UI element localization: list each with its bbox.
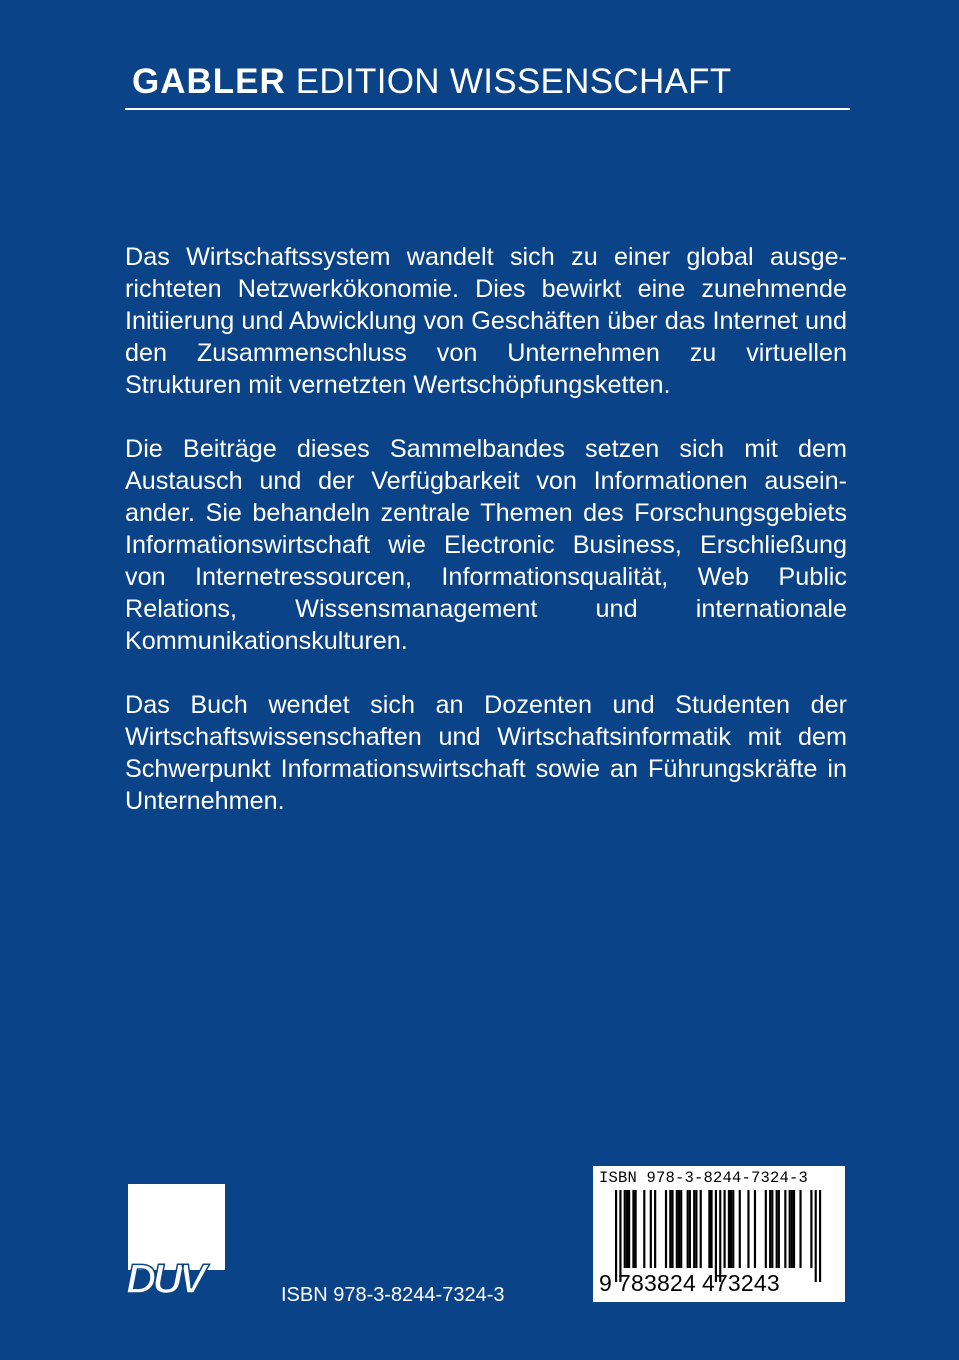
- barcode-bar: [769, 1190, 771, 1268]
- barcode-isbn-label: ISBN 978-3-8244-7324-3: [599, 1169, 809, 1187]
- series-title: [132, 62, 732, 102]
- barcode: [593, 1166, 845, 1302]
- barcode-bar: [739, 1190, 741, 1268]
- barcode-bar: [676, 1190, 678, 1268]
- barcode-bar: [693, 1190, 695, 1268]
- isbn-text: ISBN 978-3-8244-7324-3: [281, 1284, 505, 1306]
- barcode-digits-right: 473243: [701, 1270, 780, 1296]
- barcode-bar: [689, 1190, 691, 1268]
- barcode-bar: [615, 1190, 617, 1282]
- barcode-bar: [724, 1190, 726, 1268]
- barcode-digit-first: 9: [599, 1270, 612, 1296]
- barcode-bar: [819, 1190, 821, 1282]
- barcode-bar: [793, 1190, 795, 1268]
- barcode-bar: [632, 1190, 634, 1268]
- barcode-bar: [784, 1190, 786, 1268]
- barcode-bar: [730, 1190, 732, 1268]
- barcode-bar: [680, 1190, 682, 1268]
- barcode-bar: [665, 1190, 667, 1268]
- barcode-bar: [754, 1190, 756, 1268]
- series-rule: [125, 108, 850, 110]
- barcode-bar: [643, 1190, 645, 1268]
- barcode-bar: [671, 1190, 673, 1268]
- barcode-bar: [799, 1190, 801, 1268]
- barcode-bar: [687, 1190, 689, 1268]
- duv-logo-text: DUV: [126, 1255, 203, 1302]
- barcode-bar: [719, 1190, 721, 1282]
- barcode-bar: [710, 1190, 712, 1268]
- barcode-bar: [626, 1190, 628, 1268]
- barcode-bar: [708, 1190, 710, 1268]
- barcode-bar: [635, 1190, 637, 1268]
- blurb-paragraph: Das Wirtschaftssystem wandelt sich zu einer global ausgerichteten Netzwerkökonomie. Dies bewirkt eine zunehmende Initiierung und Abwicklung von Geschäften über das Internet und den Zusammenschluss von Unternehmen zu virtuellen Strukturen mit vernetzten Wertschöpfungsketten.: [125, 243, 847, 399]
- barcode-bar: [728, 1190, 730, 1268]
- duv-logo-icon: [128, 1184, 225, 1301]
- blurb-paragraph: Die Beiträge dieses Sammelbandes setzen sich mit dem Austausch und der Verfügbarkeit von Informationen auseinander. Sie behandeln zentrale Themen des Forschungsgebiets Informationswirtschaft wie Electronic Business, Erschließung von Internetressourcen, Informationsqualität, Web Public Relations, Wissensmanagement und internationale Kommunikationskulturen.: [125, 435, 847, 655]
- series-name: EDITION WISSENSCHAFT: [295, 62, 732, 101]
- barcode-bar: [678, 1190, 680, 1268]
- series-brand: GABLER: [132, 62, 286, 101]
- barcode-bar: [715, 1190, 717, 1282]
- barcode-bar: [619, 1190, 621, 1282]
- barcode-bar: [624, 1190, 626, 1268]
- barcode-bar: [765, 1190, 767, 1268]
- back-cover-blurb: [125, 241, 847, 849]
- barcode-bar: [669, 1190, 671, 1268]
- barcode-bar: [791, 1190, 793, 1268]
- barcode-bar: [747, 1190, 749, 1268]
- barcode-bar: [789, 1190, 791, 1268]
- barcode-bar: [695, 1190, 697, 1268]
- barcode-bar: [815, 1190, 817, 1282]
- barcode-digits: [599, 1270, 780, 1297]
- barcode-bar: [778, 1190, 780, 1268]
- barcode-bar: [732, 1190, 734, 1268]
- barcode-digits-left: 783824: [618, 1270, 696, 1296]
- barcode-bar: [700, 1190, 702, 1268]
- barcode-bar: [650, 1190, 652, 1268]
- barcode-bar: [776, 1190, 778, 1268]
- barcode-bar: [771, 1190, 773, 1268]
- blurb-paragraph: Das Buch wendet sich an Dozenten und Studenten der Wirtschaftswissenschaften und Wirtschaftsinformatik mit dem Schwerpunkt Informationswirtschaft sowie an Führungskräfte in Unternehmen.: [125, 691, 847, 815]
- barcode-bar: [654, 1190, 656, 1268]
- barcode-bar: [810, 1190, 812, 1268]
- barcode-bar: [628, 1190, 630, 1268]
